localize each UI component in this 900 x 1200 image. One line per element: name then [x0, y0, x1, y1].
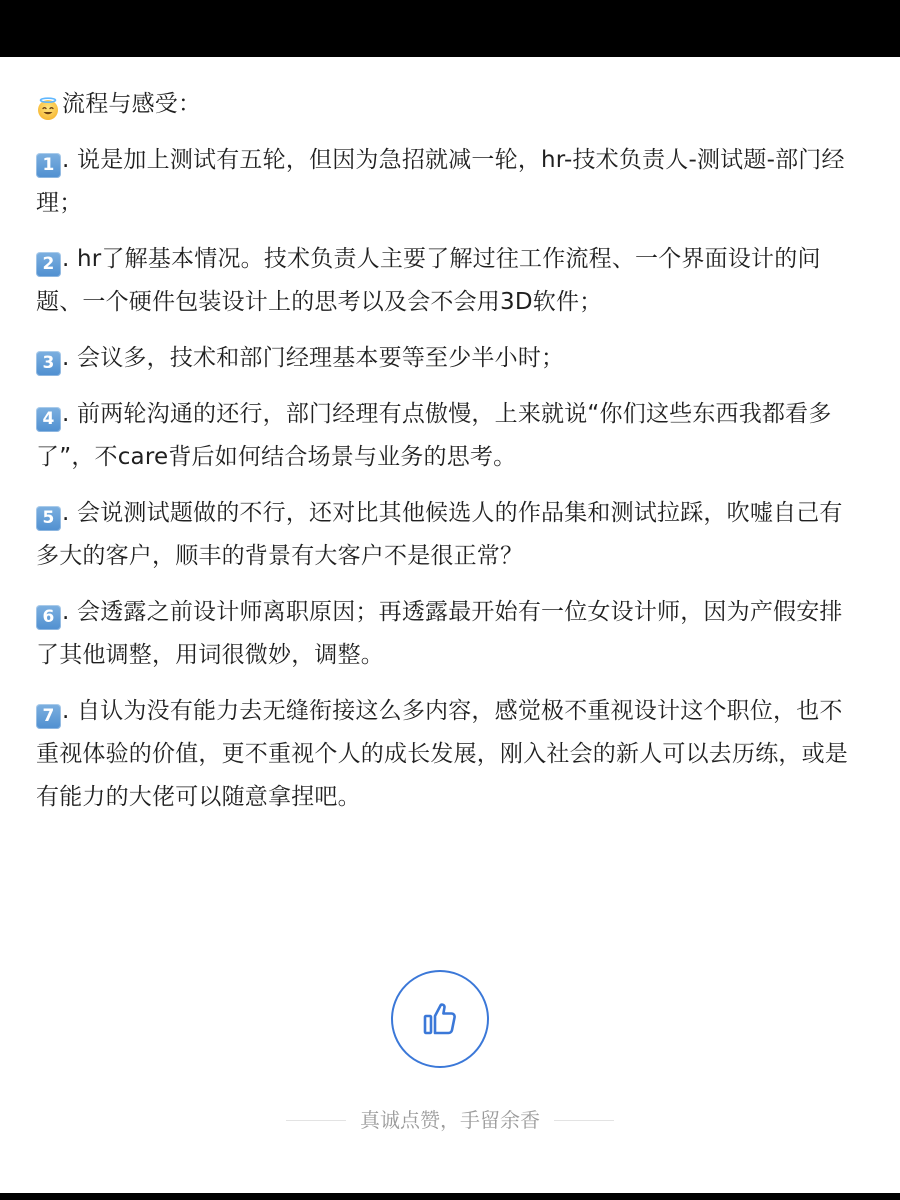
- list-item-text: . 自认为没有能力去无缝衔接这么多内容，感觉极不重视设计这个职位，也不重视体验的价值，更不重视个人的成长发展，刚入社会的新人可以去历练，或是有能力的大佬可以随意拿捏吧。: [36, 698, 848, 810]
- keycap-digit-icon: 4: [36, 407, 61, 432]
- list-item: [36, 238, 856, 324]
- keycap-digit-icon: 3: [36, 351, 61, 376]
- list-item-text: . hr了解基本情况。技术负责人主要了解过往工作流程、一个界面设计的问题、一个硬件包装设计上的思考以及会不会用3D软件；: [36, 246, 821, 315]
- like-slogan: [0, 1105, 900, 1135]
- keycap-digit-icon: 2: [36, 252, 61, 277]
- keycap-digit-icon: 5: [36, 506, 61, 531]
- section-heading: [36, 83, 856, 126]
- list-item: [36, 337, 856, 380]
- smiling-face-with-halo-icon: [36, 93, 60, 117]
- article-body: [36, 83, 856, 832]
- bottom-bar: [0, 1193, 900, 1200]
- heading-text: 流程与感受：: [62, 91, 202, 117]
- list-item-text: . 会透露之前设计师离职原因；再透露最开始有一位女设计师，因为产假安排了其他调整，用词很微妙，调整。: [36, 599, 843, 668]
- list-item: [36, 492, 856, 578]
- list-item-text: . 会说测试题做的不行，还对比其他候选人的作品集和测试拉踩，吹嘘自己有多大的客户，顺丰的背景有大客户不是很正常？: [36, 500, 843, 569]
- keycap-digit-icon: 1: [36, 153, 61, 178]
- slogan-divider-right: [554, 1120, 614, 1121]
- slogan-text: 真诚点赞，手留余香: [360, 1108, 540, 1132]
- list-item: [36, 139, 856, 225]
- keycap-digit-icon: 6: [36, 605, 61, 630]
- like-button[interactable]: [391, 970, 489, 1068]
- article-page: [0, 57, 900, 1193]
- top-status-bar: [0, 0, 900, 57]
- list-item-text: . 会议多，技术和部门经理基本要等至少半小时；: [62, 345, 565, 371]
- list-item: [36, 393, 856, 479]
- list-item-text: . 说是加上测试有五轮，但因为急招就减一轮，hr-技术负责人-测试题-部门经理；: [36, 147, 845, 216]
- list-item: [36, 591, 856, 677]
- list-item-text: . 前两轮沟通的还行，部门经理有点傲慢，上来就说“你们这些东西我都看多了”，不care背后如何结合场景与业务的思考。: [36, 401, 832, 470]
- keycap-digit-icon: 7: [36, 704, 61, 729]
- thumbs-up-icon: [420, 999, 460, 1039]
- slogan-divider-left: [286, 1120, 346, 1121]
- list-item: [36, 690, 856, 819]
